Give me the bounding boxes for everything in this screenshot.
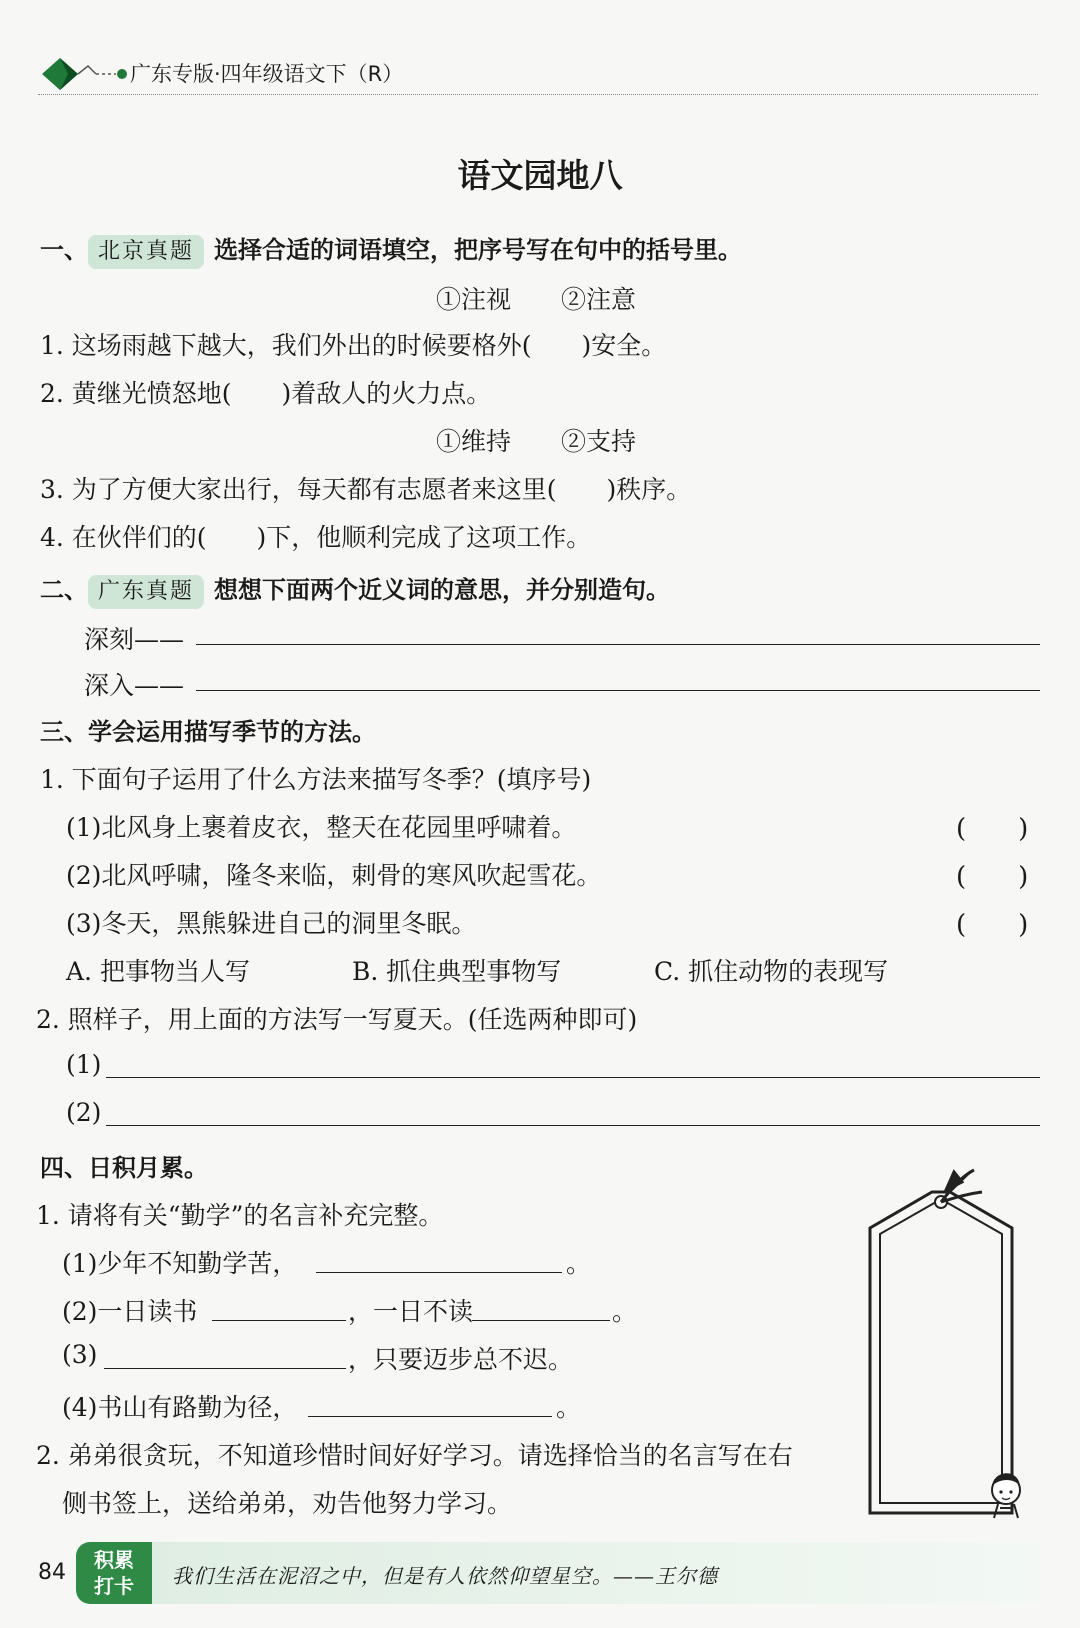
section-2-number: 二、 (40, 576, 88, 604)
answer-paren-2[interactable]: ( ) (956, 862, 1029, 892)
section-1-instruction: 选择合适的词语填空，把序号写在句中的括号里。 (214, 236, 743, 264)
proverb-3-start: (3) (62, 1340, 98, 1369)
section-2-heading (40, 570, 670, 609)
answer-line-summer-2[interactable] (106, 1125, 1040, 1126)
section-4-heading: 四、日积月累。 (40, 1154, 208, 1182)
option-a: A. 把事物当人写 (66, 957, 250, 986)
proverb-1-end: 。 (566, 1249, 592, 1278)
options-group-1: ①注视 ②注意 (436, 285, 637, 314)
daily-check-badge (76, 1542, 152, 1604)
blank-label-1: (1) (66, 1050, 102, 1079)
answer-line-shenke[interactable] (196, 644, 1040, 645)
question-1-2: 2. 黄继光愤怒地( )着敌人的火力点。 (40, 379, 492, 408)
proverb-1-start: (1)少年不知勤学苦， (62, 1249, 298, 1278)
sentence-3-2: (2)北风呼啸，隆冬来临，刺骨的寒风吹起雪花。 (66, 861, 602, 890)
word-shenke: 深刻—— (84, 625, 185, 654)
proverb-2-blank-1[interactable] (212, 1320, 346, 1321)
sentence-3-3: (3)冬天，黑熊躲进自己的洞里冬眠。 (66, 909, 477, 938)
proverb-2-start: (2)一日读书 (62, 1297, 198, 1326)
section-1-number: 一、 (40, 236, 88, 264)
answer-line-shenru[interactable] (196, 690, 1040, 691)
guangdong-exam-tag: 广东真题 (88, 575, 204, 609)
proverb-1-blank[interactable] (316, 1272, 562, 1273)
proverb-3-blank[interactable] (104, 1368, 346, 1369)
options-group-2: ①维持 ②支持 (436, 427, 637, 456)
diamond-logo-icon (38, 56, 128, 92)
page-title: 语文园地八 (457, 156, 623, 195)
ribbon-bow-icon (941, 1170, 982, 1202)
answer-line-summer-1[interactable] (106, 1077, 1040, 1078)
sentence-3-1: (1)北风身上裹着皮衣，整天在花园里呼啸着。 (66, 813, 577, 842)
blank-label-2: (2) (66, 1098, 102, 1127)
section-2-instruction: 想想下面两个近义词的意思，并分别造句。 (214, 576, 671, 604)
proverb-2-end: 。 (612, 1297, 638, 1326)
proverb-4-blank[interactable] (308, 1416, 552, 1417)
section-1-heading (40, 230, 742, 269)
header-divider (38, 94, 1038, 95)
girl-cartoon-icon (992, 1473, 1020, 1518)
question-1-4: 4. 在伙伴们的( )下，他顺利完成了这项工作。 (40, 523, 592, 552)
option-c: C. 抓住动物的表现写 (654, 957, 889, 986)
series-label: 广东专版·四年级语文下（R） (130, 62, 404, 86)
question-4-2-line1: 2. 弟弟很贪玩，不知道珍惜时间好好学习。请选择恰当的名言写在右 (36, 1441, 793, 1470)
footer-quote: 我们生活在泥沼之中，但是有人依然仰望星空。——王尔德 (172, 1564, 718, 1588)
proverb-4-end: 。 (556, 1393, 582, 1422)
proverb-3-end: ，只要迈步总不迟。 (348, 1345, 574, 1374)
question-1-1: 1. 这场雨越下越大，我们外出的时候要格外( )安全。 (40, 331, 667, 360)
proverb-2-blank-2[interactable] (472, 1320, 610, 1321)
option-b: B. 抓住典型事物写 (352, 957, 562, 986)
proverb-4-start: (4)书山有路勤为径， (62, 1393, 298, 1422)
badge-line-1: 积累 (94, 1548, 134, 1572)
question-1-3: 3. 为了方便大家出行，每天都有志愿者来这里( )秩序。 (40, 475, 692, 504)
beijing-exam-tag: 北京真题 (88, 235, 204, 269)
page-number: 84 (38, 1560, 66, 1585)
question-3-2: 2. 照样子，用上面的方法写一写夏天。(任选两种即可) (36, 1005, 638, 1034)
question-4-1: 1. 请将有关“勤学”的名言补充完整。 (36, 1201, 444, 1230)
question-3-1: 1. 下面句子运用了什么方法来描写冬季？(填序号) (40, 765, 592, 794)
answer-paren-1[interactable]: ( ) (956, 814, 1029, 844)
bookmark-illustration[interactable] (862, 1168, 1042, 1528)
answer-paren-3[interactable]: ( ) (956, 910, 1029, 940)
badge-line-2: 打卡 (94, 1574, 134, 1598)
proverb-2-middle: ，一日不读 (348, 1297, 474, 1326)
word-shenru: 深入—— (84, 671, 185, 700)
question-4-2-line2: 侧书签上，送给弟弟，劝告他努力学习。 (62, 1489, 513, 1518)
section-3-heading: 三、学会运用描写季节的方法。 (40, 718, 376, 746)
